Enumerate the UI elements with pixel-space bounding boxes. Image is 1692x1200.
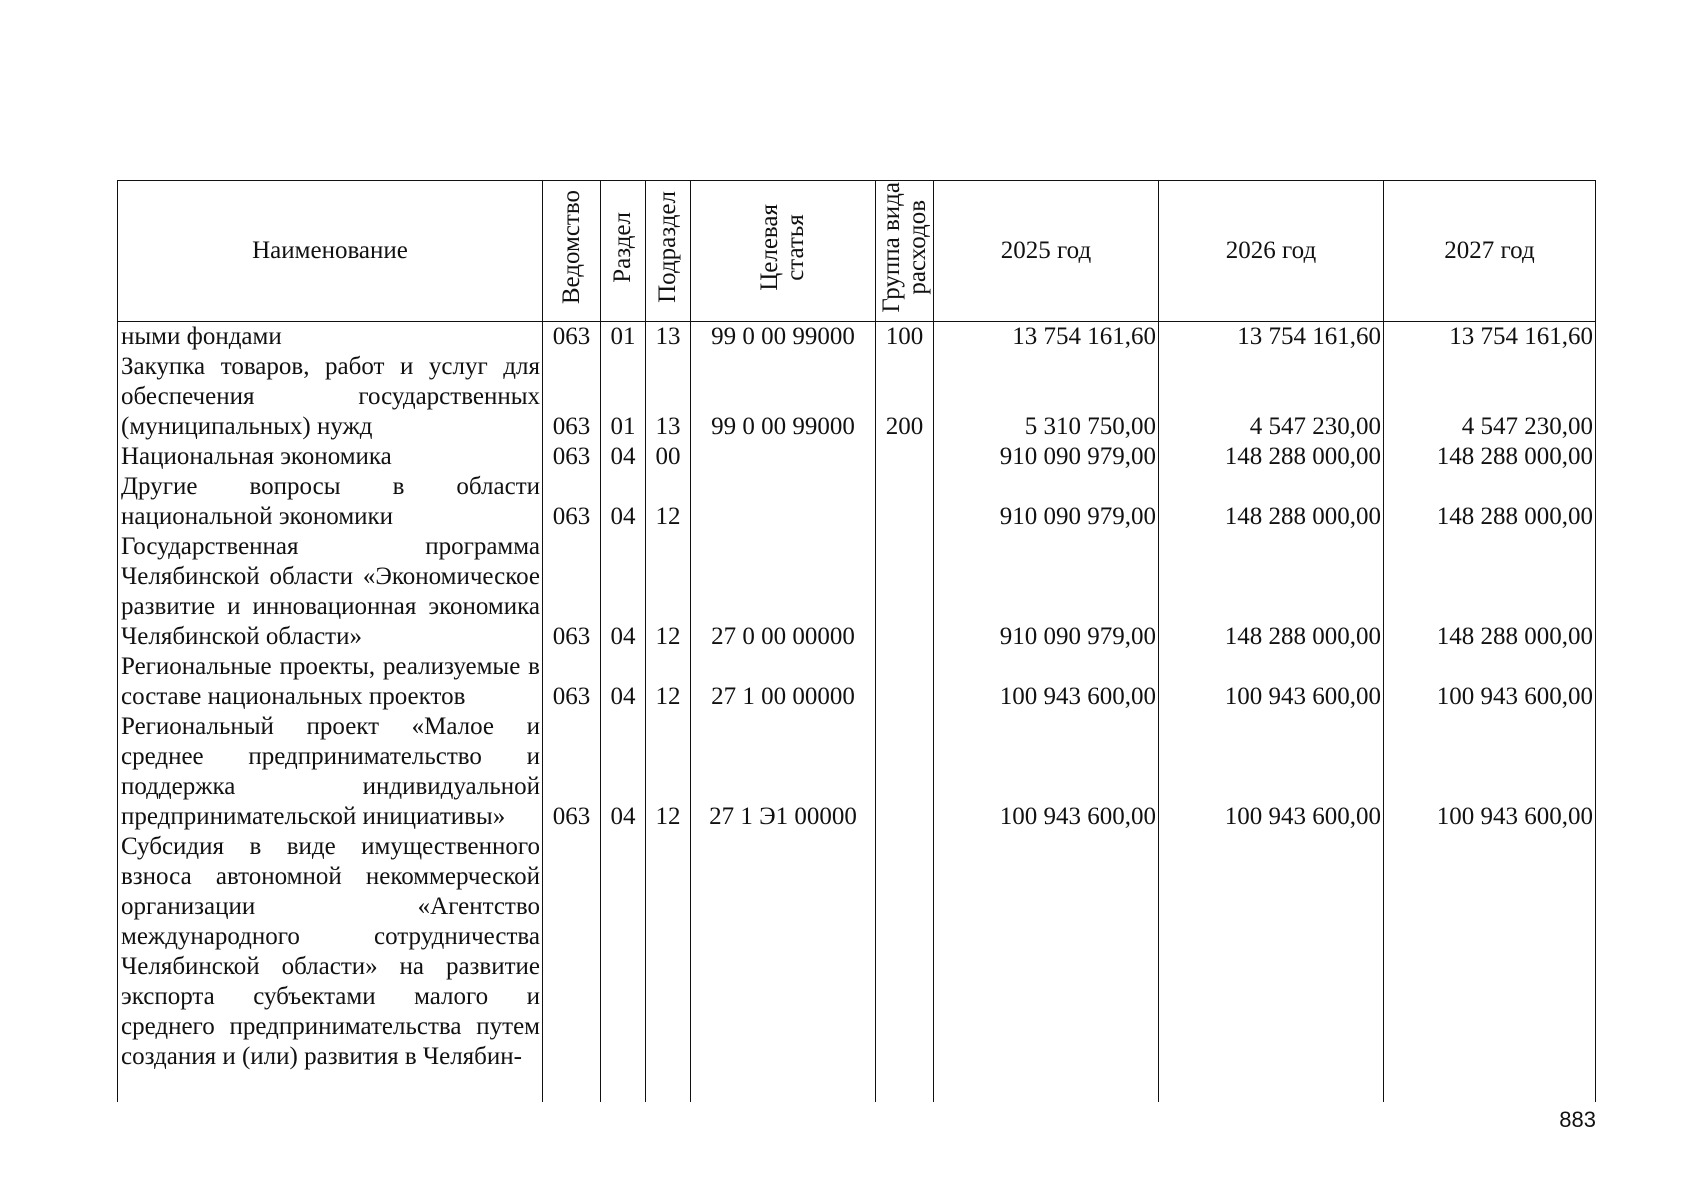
header-podrazdel: Подраздел: [646, 181, 691, 322]
row-vedomstvo: 063: [543, 652, 601, 712]
header-vedomstvo: Ведомство: [543, 181, 601, 322]
row-name: Региональные проекты, реализуемые в составе национальных проектов: [118, 652, 543, 712]
row-podrazdel: 00: [646, 442, 691, 472]
row-gruppa: [876, 652, 934, 712]
row-amount-2026: 148 288 000,00: [1159, 532, 1384, 652]
header-2025: 2025 год: [934, 181, 1159, 322]
row-amount-2025: 5 310 750,00: [934, 352, 1159, 442]
row-celevaya-statya: 99 0 00 99000: [691, 352, 876, 442]
header-2027: 2027 год: [1384, 181, 1596, 322]
row-razdel: 04: [601, 442, 646, 472]
row-celevaya-statya: 27 0 00 00000: [691, 532, 876, 652]
row-celevaya-statya: 99 0 00 99000: [691, 322, 876, 353]
table-row: [118, 532, 1596, 652]
row-amount-2026: 148 288 000,00: [1159, 442, 1384, 472]
row-name: ными фондами: [118, 322, 543, 353]
row-gruppa: [876, 532, 934, 652]
row-amount-2026: [1159, 832, 1384, 1102]
header-razdel: Раздел: [601, 181, 646, 322]
row-gruppa: [876, 442, 934, 472]
page-number: 883: [1559, 1107, 1596, 1132]
table-header-row: [118, 181, 1596, 322]
row-vedomstvo: [543, 832, 601, 1102]
row-name: Государственная программа Челябинской области «Экономическое развитие и инновационная экономика Челябинской области»: [118, 532, 543, 652]
row-amount-2025: 910 090 979,00: [934, 472, 1159, 532]
table-row: [118, 322, 1596, 353]
table-row: [118, 652, 1596, 712]
row-gruppa: [876, 472, 934, 532]
row-amount-2025: 100 943 600,00: [934, 652, 1159, 712]
row-podrazdel: 12: [646, 532, 691, 652]
table-row: [118, 352, 1596, 442]
row-amount-2025: [934, 832, 1159, 1102]
row-amount-2027: [1384, 832, 1596, 1102]
row-gruppa: [876, 712, 934, 832]
row-name: Субсидия в виде имущественного взноса автономной некоммерческой организации «Агентство международного сотрудничества Челябинской области» на развитие экспорта субъектами малого и среднего предпринимательства путем создания и (или) развития в Челябин-: [118, 832, 543, 1102]
row-celevaya-statya: [691, 472, 876, 532]
row-razdel: 04: [601, 472, 646, 532]
row-amount-2026: 100 943 600,00: [1159, 712, 1384, 832]
table-row: [118, 472, 1596, 532]
row-amount-2027: 100 943 600,00: [1384, 652, 1596, 712]
table-row: [118, 712, 1596, 832]
row-name: Национальная экономика: [118, 442, 543, 472]
row-razdel: [601, 832, 646, 1102]
budget-table: [117, 180, 1596, 1102]
row-amount-2026: 13 754 161,60: [1159, 322, 1384, 353]
row-podrazdel: 12: [646, 712, 691, 832]
row-razdel: 01: [601, 352, 646, 442]
row-vedomstvo: 063: [543, 322, 601, 353]
row-gruppa: 100: [876, 322, 934, 353]
row-name: Другие вопросы в области национальной экономики: [118, 472, 543, 532]
row-vedomstvo: 063: [543, 442, 601, 472]
row-vedomstvo: 063: [543, 472, 601, 532]
row-amount-2026: 4 547 230,00: [1159, 352, 1384, 442]
row-vedomstvo: 063: [543, 532, 601, 652]
header-2026: 2026 год: [1159, 181, 1384, 322]
row-podrazdel: 13: [646, 352, 691, 442]
row-amount-2027: 4 547 230,00: [1384, 352, 1596, 442]
row-vedomstvo: 063: [543, 712, 601, 832]
row-celevaya-statya: 27 1 00 00000: [691, 652, 876, 712]
row-amount-2027: 100 943 600,00: [1384, 712, 1596, 832]
row-razdel: 04: [601, 532, 646, 652]
row-amount-2027: 13 754 161,60: [1384, 322, 1596, 353]
row-amount-2025: 910 090 979,00: [934, 532, 1159, 652]
row-amount-2025: 910 090 979,00: [934, 442, 1159, 472]
row-amount-2027: 148 288 000,00: [1384, 442, 1596, 472]
row-razdel: 04: [601, 652, 646, 712]
row-amount-2027: 148 288 000,00: [1384, 472, 1596, 532]
row-celevaya-statya: [691, 442, 876, 472]
row-podrazdel: 12: [646, 472, 691, 532]
row-razdel: 04: [601, 712, 646, 832]
row-gruppa: [876, 832, 934, 1102]
header-gruppa-vida-rashodov: Группа вида расходов: [876, 181, 934, 322]
row-name: Региональный проект «Малое и среднее предпринимательство и поддержка индивидуальной предпринимательской инициативы»: [118, 712, 543, 832]
header-name: Наименование: [118, 181, 543, 322]
table-row: [118, 442, 1596, 472]
row-vedomstvo: 063: [543, 352, 601, 442]
row-amount-2026: 148 288 000,00: [1159, 472, 1384, 532]
table-row: [118, 832, 1596, 1102]
row-gruppa: 200: [876, 352, 934, 442]
row-celevaya-statya: [691, 832, 876, 1102]
row-amount-2026: 100 943 600,00: [1159, 652, 1384, 712]
row-razdel: 01: [601, 322, 646, 353]
row-celevaya-statya: 27 1 Э1 00000: [691, 712, 876, 832]
row-podrazdel: 13: [646, 322, 691, 353]
row-amount-2025: 100 943 600,00: [934, 712, 1159, 832]
header-celevaya-statya: Целевая статья: [691, 181, 876, 322]
row-amount-2025: 13 754 161,60: [934, 322, 1159, 353]
row-podrazdel: 12: [646, 652, 691, 712]
row-podrazdel: [646, 832, 691, 1102]
row-name: Закупка товаров, работ и услуг для обеспечения государственных (муниципальных) нужд: [118, 352, 543, 442]
row-amount-2027: 148 288 000,00: [1384, 532, 1596, 652]
